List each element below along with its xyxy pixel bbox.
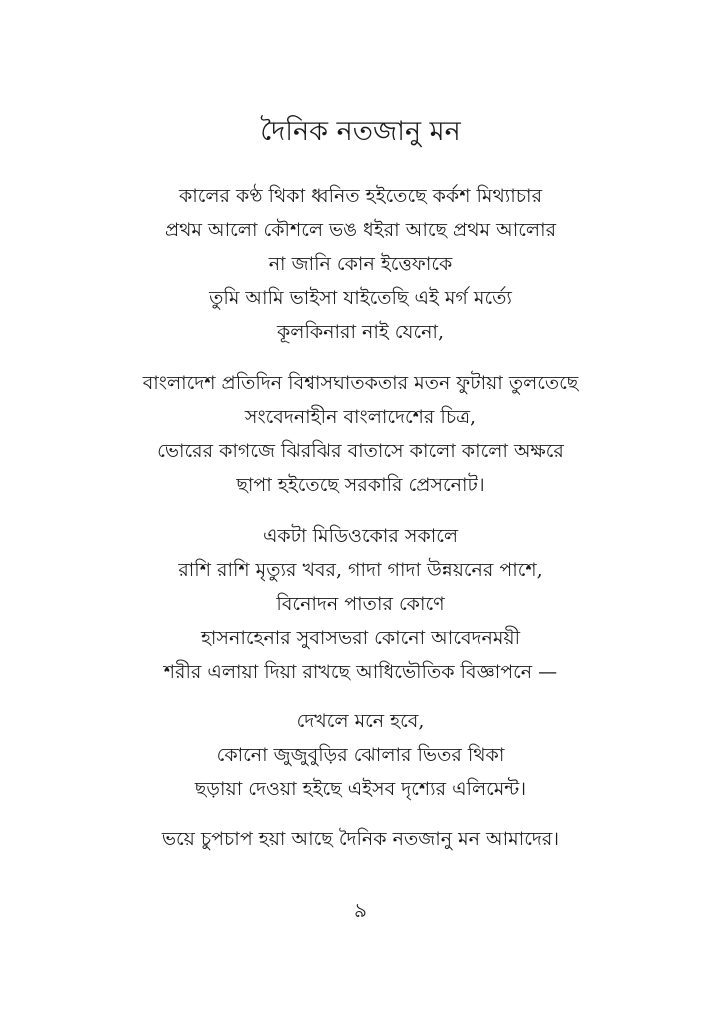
poem-line: একটা মিডিওকোর সকালে bbox=[262, 525, 459, 547]
poem-title: দৈনিক নতজানু মন bbox=[260, 116, 461, 147]
poem-line: বাংলাদেশ প্রতিদিন বিশ্বাসঘাতকতার মতন ফুটায়া তুলতেছে bbox=[142, 372, 579, 394]
poem-line: সংবেদনাহীন বাংলাদেশের চিত্র, bbox=[244, 406, 477, 428]
poem-line: তুমি আমি ভাইসা যাইতেছি এই মর্গ মর্ত্যে bbox=[209, 287, 512, 309]
stanza-3 bbox=[0, 519, 721, 689]
poem-line: হাসনাহেনার সুবাসভরা কোনো আবেদনময়ী bbox=[200, 627, 521, 649]
poem-line: না জানি কোন ইত্তেফাকে bbox=[268, 253, 453, 275]
poem-line: রাশি রাশি মৃত্যুর খবর, গাদা গাদা উন্নয়নের পাশে, bbox=[178, 559, 543, 581]
poem-line: কূলকিনারা নাই যেনো, bbox=[277, 321, 444, 343]
poem-line: প্রথম আলো কৌশলে ভঙ ধইরা আছে প্রথম আলোর bbox=[164, 219, 557, 241]
stanza-5 bbox=[0, 822, 721, 856]
poem-line: ছাপা হইতেছে সরকারি প্রেসনোট। bbox=[236, 474, 485, 496]
stanza-1 bbox=[0, 179, 721, 349]
stanza-4 bbox=[0, 704, 721, 806]
poem-line: ভোরের কাগজে ঝিরঝির বাতাসে কালো কালো অক্ষরে bbox=[157, 440, 564, 462]
poem-line: দেখলে মনে হবে, bbox=[296, 710, 425, 732]
poem-line: বিনোদন পাতার কোণে bbox=[276, 593, 445, 615]
stanza-2 bbox=[0, 366, 721, 502]
poem-line: ছড়ায়া দেওয়া হইছে এইসব দৃশ্যের এলিমেন্ট। bbox=[194, 778, 527, 800]
page-number: ৯ bbox=[354, 898, 367, 922]
poem-line: শরীর এলায়া দিয়া রাখছে আধিভৌতিক বিজ্ঞাপনে — bbox=[163, 661, 558, 683]
poem-line: ভয়ে চুপচাপ হয়া আছে দৈনিক নতজানু মন আমাদের। bbox=[161, 828, 560, 850]
poem-line: কালের কণ্ঠ থিকা ধ্বনিত হইতেছে কর্কশ মিথ্যাচার bbox=[178, 185, 543, 207]
poem-line: কোনো জুজুবুড়ির ঝোলার ভিতর থিকা bbox=[216, 744, 505, 766]
